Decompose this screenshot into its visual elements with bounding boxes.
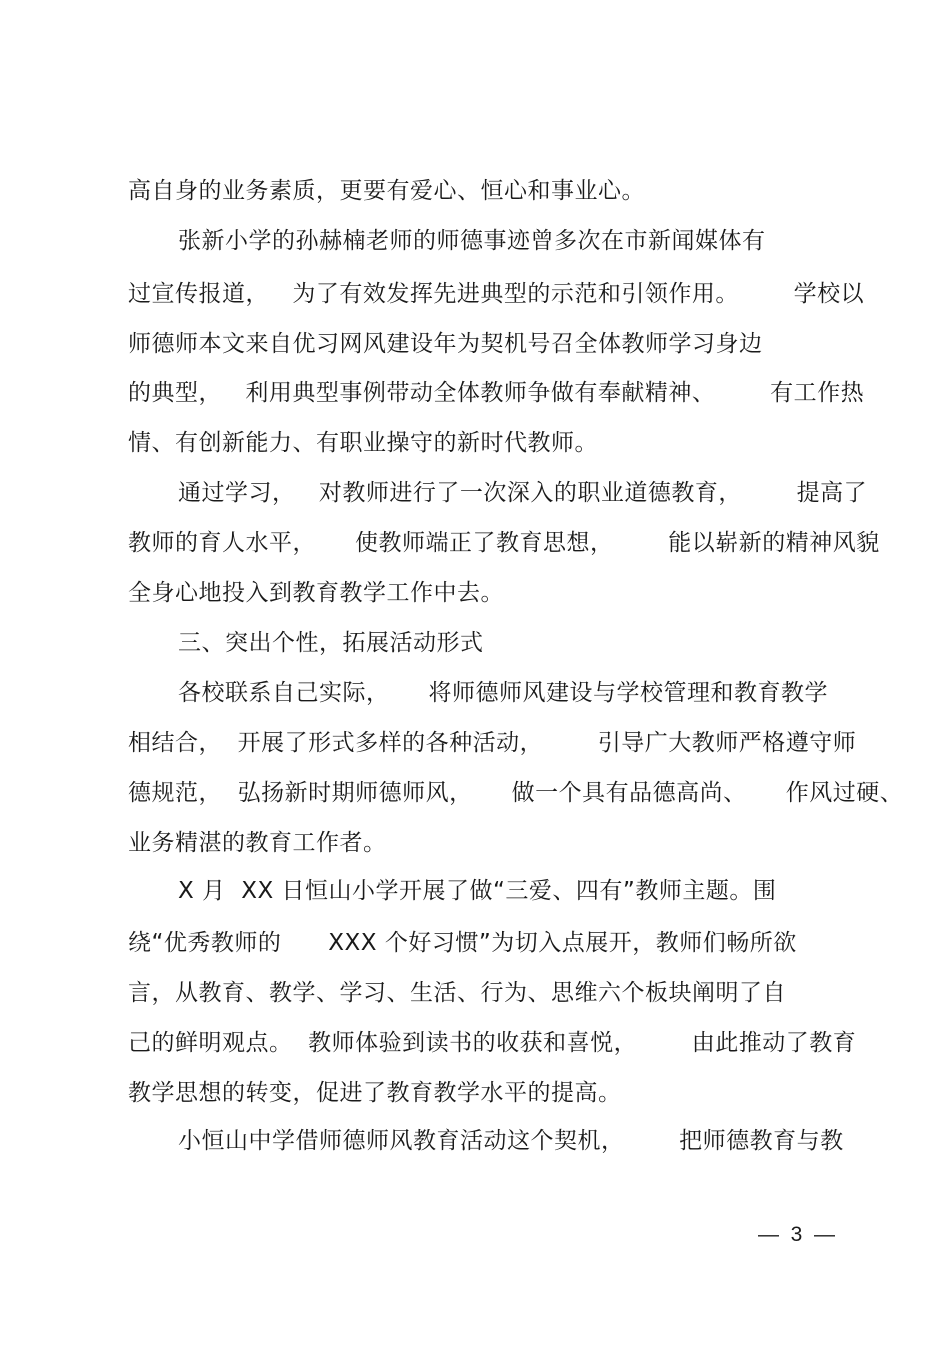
text-line-3: 过宣传报道， 为了有效发挥先进典型的示范和引领作用。 学校以 [128,281,865,307]
text-line-13: 德规范， 弘扬新时期师德师风， 做一个具有品德高尚、 作风过硬、 [128,780,904,806]
text-line-5: 的典型， 利用典型事例带动全体教师争做有奉献精神、 有工作热 [128,380,865,406]
text-line-15: X 月 XX 日恒山小学开展了做“三爱、四有”教师主题。围 [178,878,777,904]
text-line-2: 张新小学的孙赫楠老师的师德事迹曾多次在市新闻媒体有 [178,228,766,254]
text-line-18: 己的鲜明观点。 教师体验到读书的收获和喜悦， 由此推动了教育 [128,1030,857,1056]
section-heading: 三、突出个性，拓展活动形式 [178,630,484,656]
text-line-9: 全身心地投入到教育教学工作中去。 [128,580,504,606]
text-line-4: 师德师本文来自优习网风建设年为契机号召全体教师学习身边 [128,331,763,357]
text-line-16: 绕“优秀教师的 XXX 个好习惯”为切入点展开，教师们畅所欲 [128,930,797,956]
text-line-6: 情、有创新能力、有职业操守的新时代教师。 [128,430,598,456]
text-line-17: 言，从教育、教学、学习、生活、行为、思维六个板块阐明了自 [128,980,786,1006]
text-line-12: 相结合， 开展了形式多样的各种活动， 引导广大教师严格遵守师 [128,730,857,756]
page-number: — 3 — [758,1223,836,1246]
text-line-20: 小恒山中学借师德师风教育活动这个契机， 把师德教育与教 [178,1128,844,1154]
text-line-1: 高自身的业务素质，更要有爱心、恒心和事业心。 [128,178,645,204]
text-line-14: 业务精湛的教育工作者。 [128,830,387,856]
text-line-7: 通过学习， 对教师进行了一次深入的职业道德教育， 提高了 [178,480,868,506]
text-line-11: 各校联系自己实际， 将师德师风建设与学校管理和教育教学 [178,680,829,706]
text-line-8: 教师的育人水平， 使教师端正了教育思想， 能以崭新的精神风貌 [128,530,880,556]
text-line-19: 教学思想的转变，促进了教育教学水平的提高。 [128,1080,622,1106]
